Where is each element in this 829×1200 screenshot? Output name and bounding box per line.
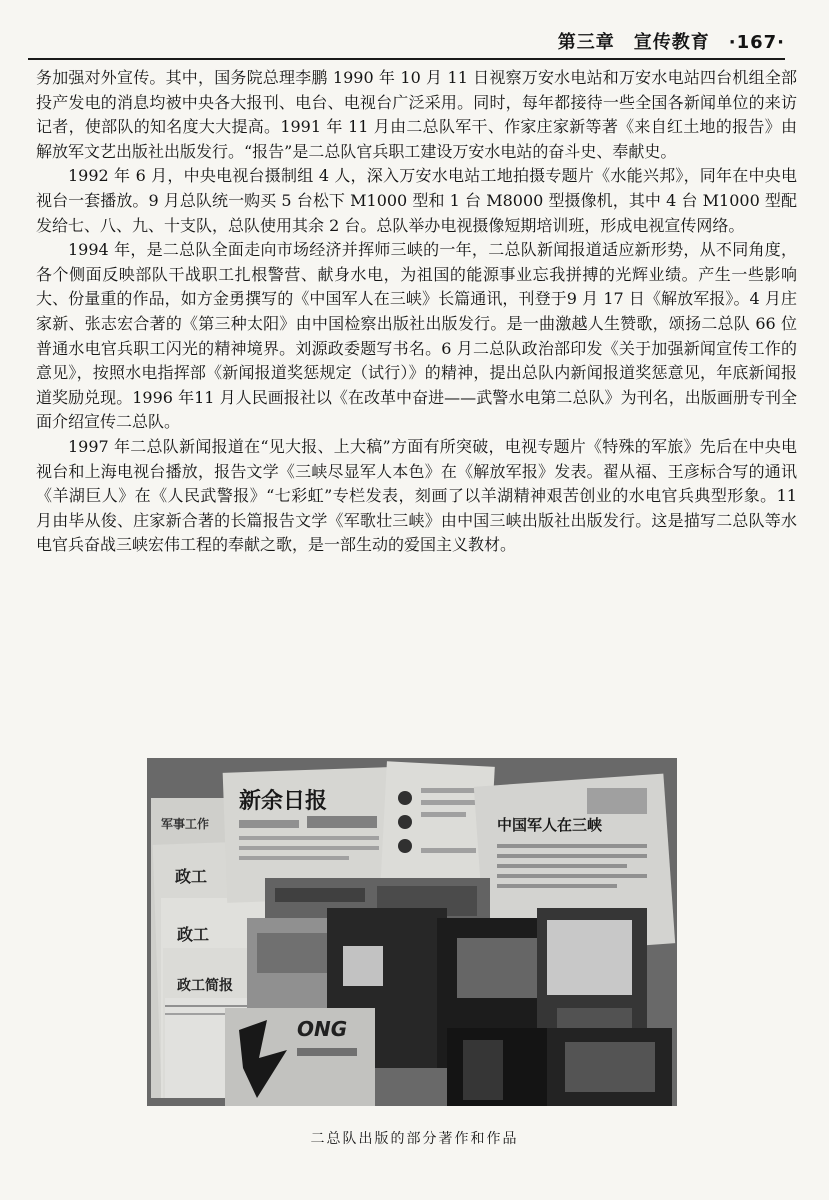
running-header	[28, 22, 785, 60]
newspaper-masthead: 新余日报	[239, 789, 328, 814]
figure-caption: 二总队出版的部分著作和作品	[310, 1131, 519, 1147]
newsletter-title: 政工	[175, 867, 208, 886]
photo-collage	[147, 758, 677, 1106]
publications-photo	[147, 758, 677, 1106]
newsletter-title: 政工	[177, 925, 210, 944]
newspaper-headline: 中国军人在三峡	[497, 816, 603, 834]
body-text	[36, 66, 797, 558]
newsletter-title: 政工简报	[177, 978, 233, 994]
newsletter-title: 军事工作	[161, 817, 210, 831]
paragraph: 1994 年，是二总队全面走向市场经济并挥师三峡的一年，二总队新闻报道适应新形势，从不同角度，各个侧面反映部队干战职工扎根警营、献身水电，为祖国的能源事业忘我拼搏的光辉业绩。产生一些影响大、份量重的作品，如方金勇撰写的《中国军人在三峡》长篇通讯，刊登于9 月 17 日《解放军报》。4 月庄家新、张志宏合著的《第三种太阳》由中国检察出版社出版发行。是一曲激越人生赞歌，颂扬二总队 66 位普通水电官兵职工闪光的精神境界。刘源政委题写书名。6 月二总队政治部印发《关于加强新闻宣传工作的意见》，按照水电指挥部《新闻报道奖惩规定（试行）》的精神，提出总队内新闻报道奖惩意见，年底新闻报道奖励兑现。1996 年11 月人民画报社以《在改革中奋进——武警水电第二总队》为刊名，出版画册专刊全面介绍宣传二总队。	[36, 240, 797, 432]
magazine-title: ONG	[297, 1017, 348, 1041]
paragraph: 1997 年二总队新闻报道在“见大报、上大稿”方面有所突破，电视专题片《特殊的军旅》先后在中央电视台和上海电视台播放，报告文学《三峡尽显军人本色》在《解放军报》发表。翟从福、王彦标合写的通讯《羊湖巨人》在《人民武警报》“七彩虹”专栏发表，刻画了以羊湖精神艰苦创业的水电官兵典型形象。11 月由毕从俊、庄家新合著的长篇报告文学《军歌壮三峡》由中国三峡出版社出版发行。这是描写二总队等水电官兵奋战三峡宏伟工程的奉献之歌，是一部生动的爱国主义教材。	[36, 436, 797, 555]
paragraph: 1992 年 6 月，中央电视台摄制组 4 人，深入万安水电站工地拍摄专题片《水能兴邦》，同年在中央电视台一套播放。9 月总队统一购买 5 台松下 M1000 型和 1 台 M8000 型摄像机，其中 4 台 M1000 型配发给七、八、九、十支队，总队使用其余 2 台。总队举办电视摄像短期培训班，形成电视宣传网络。	[36, 166, 797, 235]
paragraph: 务加强对外宣传。其中，国务院总理李鹏 1990 年 10 月 11 日视察万安水电站和万安水电站四台机组全部投产发电的消息均被中央各大报刊、电台、电视台广泛采用。同时，每年都接待一些全国各新闻单位的来访记者，使部队的知名度大大提高。1991 年 11 月由二总队军干、作家庄家新等著《来自红土地的报告》由解放军文艺出版社出版发行。“报告”是二总队官兵职工建设万安水电站的奋斗史、奉献史。	[36, 68, 797, 161]
running-head: 第三章 宣传教育 ·167·	[557, 32, 785, 53]
